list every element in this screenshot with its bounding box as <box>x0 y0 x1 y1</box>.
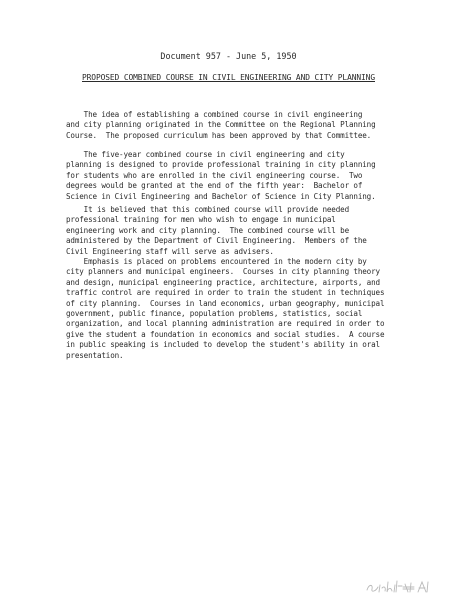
paragraph-emphasis: Emphasis is placed on problems encountered in the modern city by city planners and municipal engineers. Courses in city planning theory and design, municipal engineering practice, architecture, airports, and traffic control are required in order to train the student in techniques of city planning. Courses in land economics, urban geography, municipal government, public finance, population problems, statistics, social organization, and local planning administration are required in order to give the student a foundation in economics and social studies. A course in public speaking is included to develop the student's ability in oral presentation. <box>66 257 385 360</box>
document-title: PROPOSED COMBINED COURSE IN CIVIL ENGINEERING AND CITY PLANNING <box>82 73 375 82</box>
paragraph-origin: The idea of establishing a combined course in civil engineering and city planning originated in the Committee on the Regional Planning Course. The proposed curriculum has been approved by that Committee. <box>66 110 376 140</box>
paragraph-course-description: The five-year combined course in civil engineering and city planning is designed to provide professional training in city planning for students who are enrolled in the civil engineering course. Two degrees would be granted at the end of the fifth year: Bachelor of Science in Civil Engineering and Bachelor of Science in City Planning. <box>66 150 376 201</box>
document-id: Document 957 - June 5, 1950 <box>160 51 297 61</box>
paragraph-purpose: It is believed that this combined course will provide needed professional training for men who wish to engage in municipal engineering work and city planning. The combined course will be administered by the Department of Civil Engineering. Members of the Civil Engineering staff will serve as advisers. <box>66 205 367 256</box>
handwritten-exhibit-mark <box>364 576 434 596</box>
